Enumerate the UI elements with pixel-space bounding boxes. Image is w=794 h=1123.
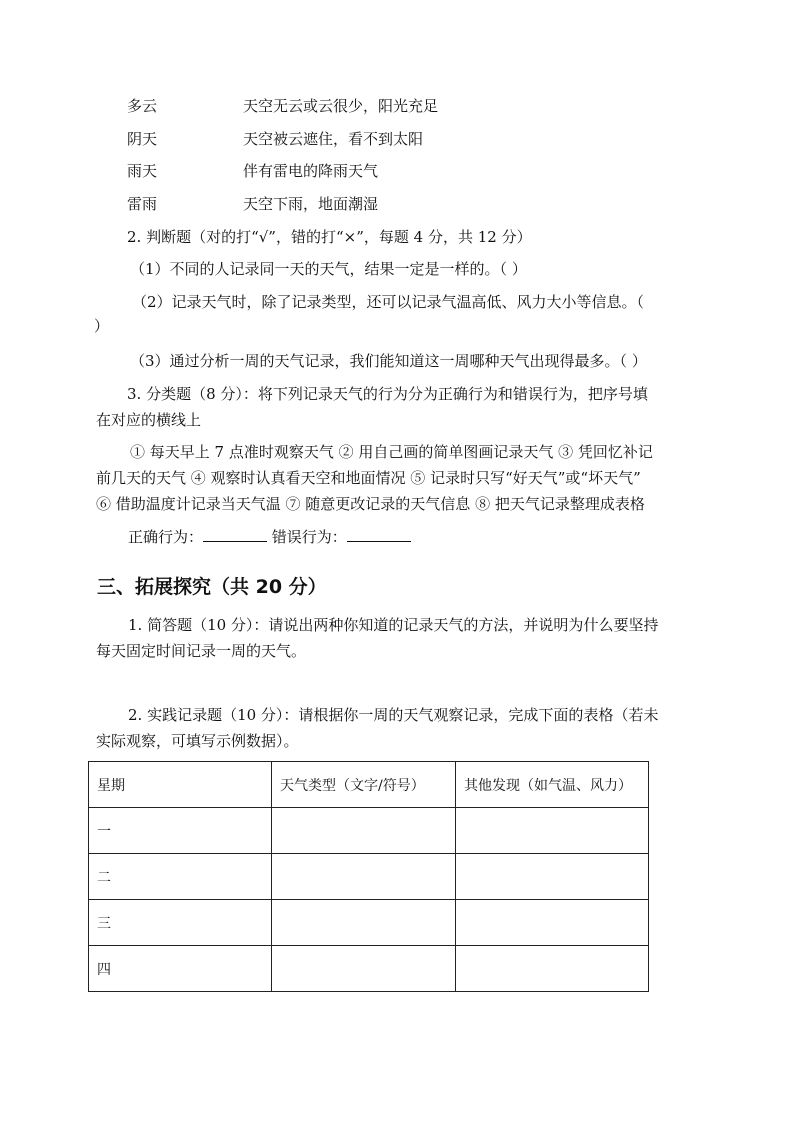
table-header: 其他发现（如气温、风力） [456, 762, 649, 808]
judge-question-1: （1）不同的人记录同一天的天气，结果一定是一样的。（ ） [130, 260, 527, 278]
match-term: 多云 [127, 97, 158, 115]
match-desc: 伴有雷电的降雨天气 [243, 162, 379, 180]
table-row [89, 900, 649, 946]
wrong-answer-blank[interactable] [347, 527, 411, 542]
table-header: 天气类型（文字/符号） [272, 762, 456, 808]
table-header-row [89, 762, 649, 808]
table-cell-weather[interactable] [272, 900, 456, 946]
match-term: 阴天 [127, 130, 158, 148]
table-cell-notes[interactable] [456, 808, 649, 854]
table-row [89, 808, 649, 854]
table-row [89, 946, 649, 992]
table-header: 星期 [89, 762, 272, 808]
table-cell-weather[interactable] [272, 854, 456, 900]
classify-answer-line [128, 527, 411, 547]
short-answer-question: 1. 简答题（10 分）：请说出两种你知道的记录天气的方法，并说明为什么要坚持 [128, 616, 659, 634]
match-desc: 天空下雨，地面潮湿 [243, 195, 379, 213]
match-term: 雷雨 [127, 195, 158, 213]
practice-question-cont: 实际观察，可填写示例数据）。 [96, 732, 299, 750]
table-cell-day: 四 [89, 946, 272, 992]
table-cell-weather[interactable] [272, 808, 456, 854]
table-cell-day: 一 [89, 808, 272, 854]
classify-heading-cont: 在对应的横线上 [96, 411, 202, 429]
classify-heading: 3. 分类题（8 分）：将下列记录天气的行为分为正确行为和错误行为，把序号填 [127, 385, 648, 403]
table-cell-weather[interactable] [272, 946, 456, 992]
match-term: 雨天 [127, 162, 158, 180]
table-row [89, 854, 649, 900]
match-desc: 天空无云或云很少，阳光充足 [243, 97, 439, 115]
judge-heading: 2. 判断题（对的打“√”，错的打“×”，每题 4 分，共 12 分） [127, 228, 532, 246]
table-cell-day: 三 [89, 900, 272, 946]
classify-items: ⑥ 借助温度计记录当天气温 ⑦ 随意更改记录的天气信息 ⑧ 把天气记录整理成表格 [96, 495, 645, 513]
correct-label: 正确行为： [128, 528, 204, 546]
weather-record-table [88, 761, 649, 992]
wrong-label: 错误行为： [271, 528, 347, 546]
match-desc: 天空被云遮住，看不到太阳 [243, 130, 424, 148]
classify-items: ① 每天早上 7 点准时观察天气 ② 用自己画的简单图画记录天气 ③ 凭回忆补记 [130, 443, 653, 461]
table-cell-notes[interactable] [456, 946, 649, 992]
classify-items: 前几天的天气 ④ 观察时认真看天空和地面情况 ⑤ 记录时只写“好天气”或“坏天气” [96, 469, 641, 487]
judge-question-3: （3）通过分析一周的天气记录，我们能知道这一周哪种天气出现得最多。（ ） [130, 352, 647, 370]
section-title: 三、拓展探究（共 20 分） [97, 576, 327, 598]
correct-answer-blank[interactable] [203, 527, 267, 542]
judge-question-2: （2）记录天气时，除了记录类型，还可以记录气温高低、风力大小等信息。（ [132, 293, 645, 311]
table-cell-day: 二 [89, 854, 272, 900]
practice-question: 2. 实践记录题（10 分）：请根据你一周的天气观察记录，完成下面的表格（若未 [128, 706, 659, 724]
table-cell-notes[interactable] [456, 854, 649, 900]
judge-question-2-cont: ） [94, 317, 110, 335]
table-cell-notes[interactable] [456, 900, 649, 946]
short-answer-question-cont: 每天固定时间记录一周的天气。 [96, 642, 307, 660]
